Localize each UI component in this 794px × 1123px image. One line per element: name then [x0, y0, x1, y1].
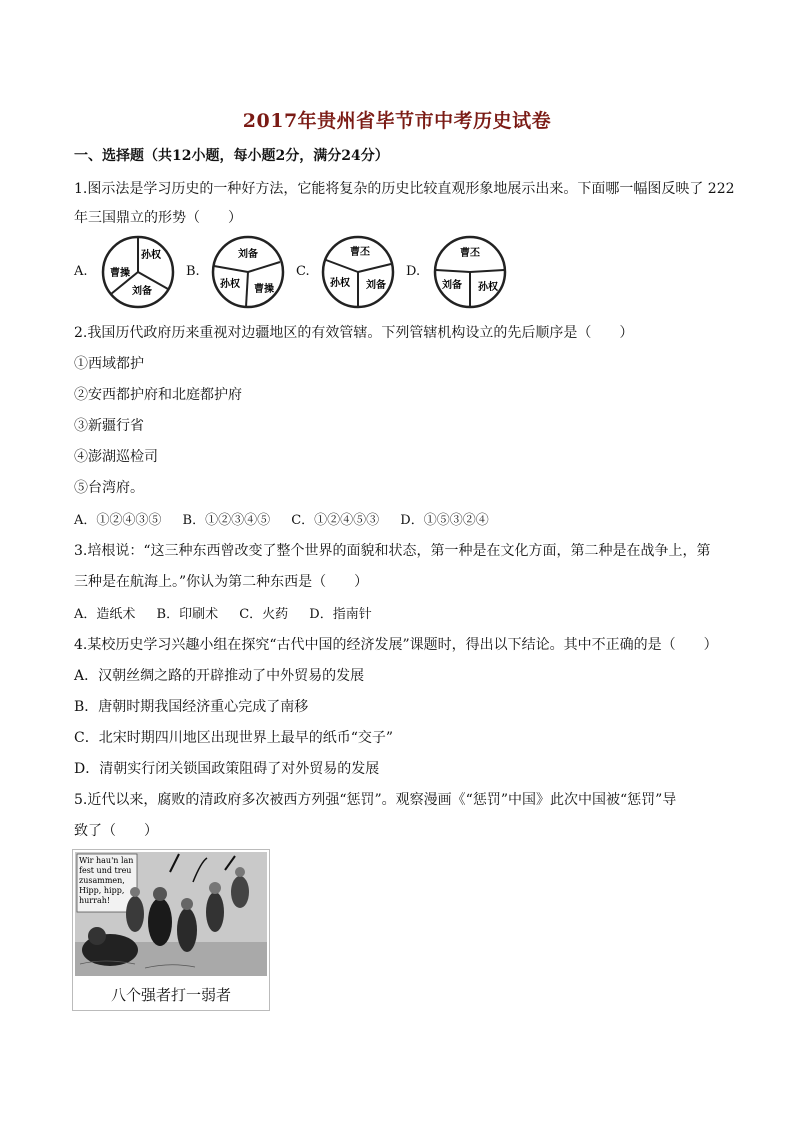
q2-item: ③新疆行省	[74, 418, 144, 434]
pie-label: 曹操	[254, 284, 274, 295]
pie-label: 曹丕	[460, 248, 480, 259]
q1-options	[74, 232, 498, 314]
cartoon-caption: 八个强者打一弱者	[110, 986, 231, 1004]
cartoon-text: Wir hau'n lan	[79, 856, 134, 865]
q4-option-b[interactable]: B．唐朝时期我国经济重心完成了南移	[74, 699, 309, 715]
cartoon-text: hurrah!	[79, 896, 111, 905]
pie-label: 曹操	[110, 268, 130, 279]
q1-pie-chart-c	[318, 232, 398, 312]
pie-label: 刘备	[132, 286, 152, 297]
q1-pie-chart-b	[208, 232, 288, 312]
q3-options[interactable]: A．造纸术 B．印刷术 C．火药 D．指南针	[74, 607, 372, 622]
pie-label: 孙权	[478, 282, 498, 293]
q2-item: ⑤台湾府。	[74, 480, 144, 496]
pie-label: 孙权	[141, 250, 161, 261]
pie-label: 曹丕	[350, 247, 370, 258]
q1-option-a[interactable]	[74, 232, 178, 314]
q4-option-d[interactable]: D．清朝实行闭关锁国政策阻碍了对外贸易的发展	[74, 761, 380, 777]
pie-label: 孙权	[330, 278, 350, 289]
q2-item: ①西域都护	[74, 356, 144, 372]
cartoon-text: zusammen,	[79, 876, 125, 885]
q1-option-d[interactable]	[406, 232, 512, 314]
pie-label: 孙权	[220, 279, 240, 290]
pie-label: 刘备	[442, 280, 462, 291]
q2-item: ④澎湖巡检司	[74, 449, 158, 465]
q1-option-letter: B.	[186, 264, 200, 279]
q4-option-c[interactable]: C．北宋时期四川地区出现世界上最早的纸币“交子”	[74, 730, 394, 746]
q1-stem-line2: 年三国鼎立的形势（ ）	[74, 210, 242, 226]
q1-pie-chart-a	[98, 232, 178, 312]
q5-stem-line1: 5.近代以来，腐败的清政府多次被西方列强“惩罚”。观察漫画《“惩罚”中国》此次中国被“惩罚”导	[74, 792, 677, 808]
q2-stem: 2.我国历代政府历来重视对边疆地区的有效管辖。下列管辖机构设立的先后顺序是（ ）	[74, 325, 634, 341]
cartoon-text: fest und treu	[79, 866, 132, 875]
cartoon-figure	[72, 849, 270, 1011]
cartoon-image	[75, 852, 267, 976]
q1-option-letter: A.	[74, 264, 88, 279]
section-heading: 一、选择题（共12小题，每小题2分，满分24分）	[74, 148, 389, 164]
q4-stem: 4.某校历史学习兴趣小组在探究“古代中国的经济发展”课题时，得出以下结论。其中不正确的是（ ）	[74, 637, 718, 653]
q1-stem-line1: 1.图示法是学习历史的一种好方法，它能将复杂的历史比较直观形象地展示出来。下面哪一幅图反映了 222	[74, 181, 735, 197]
q2-options[interactable]: A．①②④③⑤ B．①②③④⑤ C．①②④⑤③ D．①⑤③②④	[74, 513, 489, 528]
page-title: 2017年贵州省毕节市中考历史试卷	[242, 110, 552, 132]
q3-stem-line1: 3.培根说：“这三种东西曾改变了整个世界的面貌和状态，第一种是在文化方面，第二种是在战争上，第	[74, 543, 711, 559]
cartoon-text: Hipp, hipp,	[79, 886, 125, 895]
pie-label: 刘备	[366, 280, 386, 291]
q1-pie-chart-d	[430, 232, 510, 312]
q5-stem-line2: 致了（ ）	[74, 823, 158, 839]
pie-label: 刘备	[238, 249, 258, 260]
q1-option-letter: C.	[296, 264, 310, 279]
q2-item: ②安西都护府和北庭都护府	[74, 387, 242, 403]
q3-stem-line2: 三种是在航海上。”你认为第二种东西是（ ）	[74, 574, 369, 590]
q1-option-c[interactable]	[296, 232, 400, 314]
q4-option-a[interactable]: A．汉朝丝绸之路的开辟推动了中外贸易的发展	[74, 668, 365, 684]
q1-option-letter: D.	[406, 264, 421, 279]
q1-option-b[interactable]	[186, 232, 290, 314]
